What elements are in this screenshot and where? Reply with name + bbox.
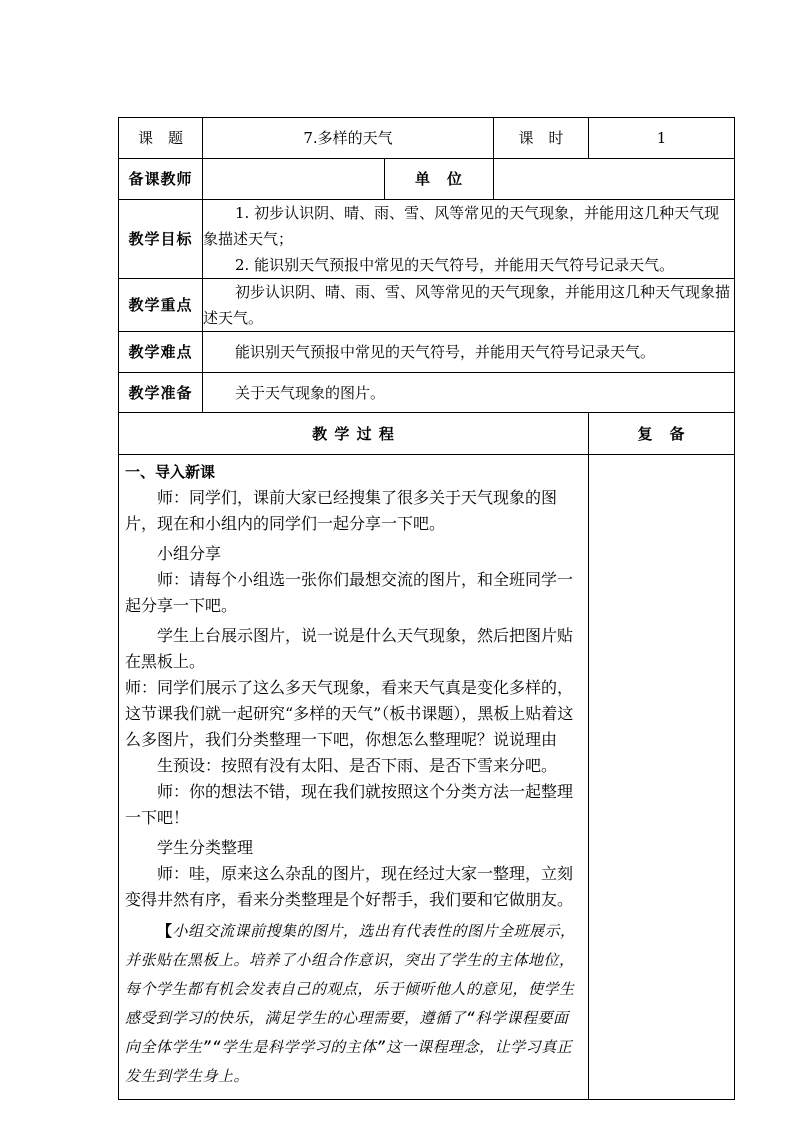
- process-paragraph: 师：同学们展示了这么多天气现象，看来天气真是变化多样的，这节课我们就一起研究“多样的天气”（板书课题），黑板上贴着这么多图片，我们分类整理一下吧，你想怎么整理呢？说说理由: [125, 678, 574, 749]
- focus-row: [119, 279, 735, 332]
- goals-row: [119, 200, 735, 279]
- design-note: [125, 917, 582, 1091]
- teacher-value: [203, 159, 385, 200]
- process-paragraph: 小组分享: [157, 544, 222, 563]
- topic-row: [119, 118, 735, 159]
- process-header: 教 学 过 程: [119, 413, 589, 455]
- focus-label: 教学重点: [119, 279, 203, 332]
- focus-value: 初步认识阴、晴、雨、雪、风等常见的天气现象，并能用这几种天气现象描述天气。: [203, 279, 735, 332]
- goals-label: 教学目标: [119, 200, 203, 279]
- review-header: 复 备: [589, 413, 735, 455]
- goal-item: 2. 能识别天气预报中常见的天气符号，并能用天气符号记录天气。: [235, 256, 675, 274]
- process-body-row: [119, 455, 735, 1100]
- period-label: 课 时: [494, 118, 589, 159]
- lesson-plan-table: [118, 117, 735, 1100]
- review-body: [589, 455, 735, 1100]
- process-body: [119, 455, 589, 1100]
- teacher-label: 备课教师: [119, 159, 203, 200]
- process-paragraph: 生预设：按照有没有太阳、是否下雨、是否下雪来分吧。: [157, 756, 558, 775]
- process-paragraph: 学生分类整理: [157, 838, 254, 857]
- goal-item: 1. 初步认识阴、晴、雨、雪、风等常见的天气现象，并能用这几种天气现象描述天气；: [203, 204, 720, 248]
- process-paragraph: 一、导入新课: [125, 463, 216, 481]
- topic-label: 课 题: [119, 118, 203, 159]
- note-text: 小组交流课前搜集的图片，选出有代表性的图片全班展示，并张贴在黑板上。培养了小组合作意识，突出了学生的主体地位，每个学生都有机会发表自己的观点，乐于倾听他人的意见，使学生感受到学习的快乐，满足学生的心理需要，遵循了“科学课程要面向全体学生”“学生是科学学习的主体”这一课程理念，让学习真正发生到学生身上。: [125, 922, 576, 1085]
- topic-value: 7.多样的天气: [203, 118, 494, 159]
- goals-value: [203, 200, 735, 279]
- period-value: 1: [589, 118, 735, 159]
- process-paragraph: 师：你的想法不错，现在我们就按照这个分类方法一起整理一下吧！: [125, 782, 574, 827]
- note-bracket: 【: [157, 922, 173, 940]
- prep-row: [119, 373, 735, 413]
- process-paragraph: 师：哇，原来这么杂乱的图片，现在经过大家一整理，立刻变得井然有序，看来分类整理是个好帮手，我们要和它做朋友。: [125, 864, 574, 909]
- process-paragraph: 师：同学们，课前大家已经搜集了很多关于天气现象的图片，现在和小组内的同学们一起分享一下吧。: [125, 488, 558, 533]
- process-paragraph: 师：请每个小组选一张你们最想交流的图片，和全班同学一起分享一下吧。: [125, 570, 574, 615]
- process-header-row: [119, 413, 735, 455]
- unit-label: 单 位: [385, 159, 494, 200]
- prep-value: 关于天气现象的图片。: [203, 373, 735, 413]
- unit-value: [494, 159, 735, 200]
- difficulty-value: 能识别天气预报中常见的天气符号，并能用天气符号记录天气。: [203, 332, 735, 373]
- process-paragraph: 学生上台展示图片，说一说是什么天气现象，然后把图片贴在黑板上。: [125, 626, 574, 671]
- difficulty-row: [119, 332, 735, 373]
- teacher-row: [119, 159, 735, 200]
- prep-label: 教学准备: [119, 373, 203, 413]
- difficulty-label: 教学难点: [119, 332, 203, 373]
